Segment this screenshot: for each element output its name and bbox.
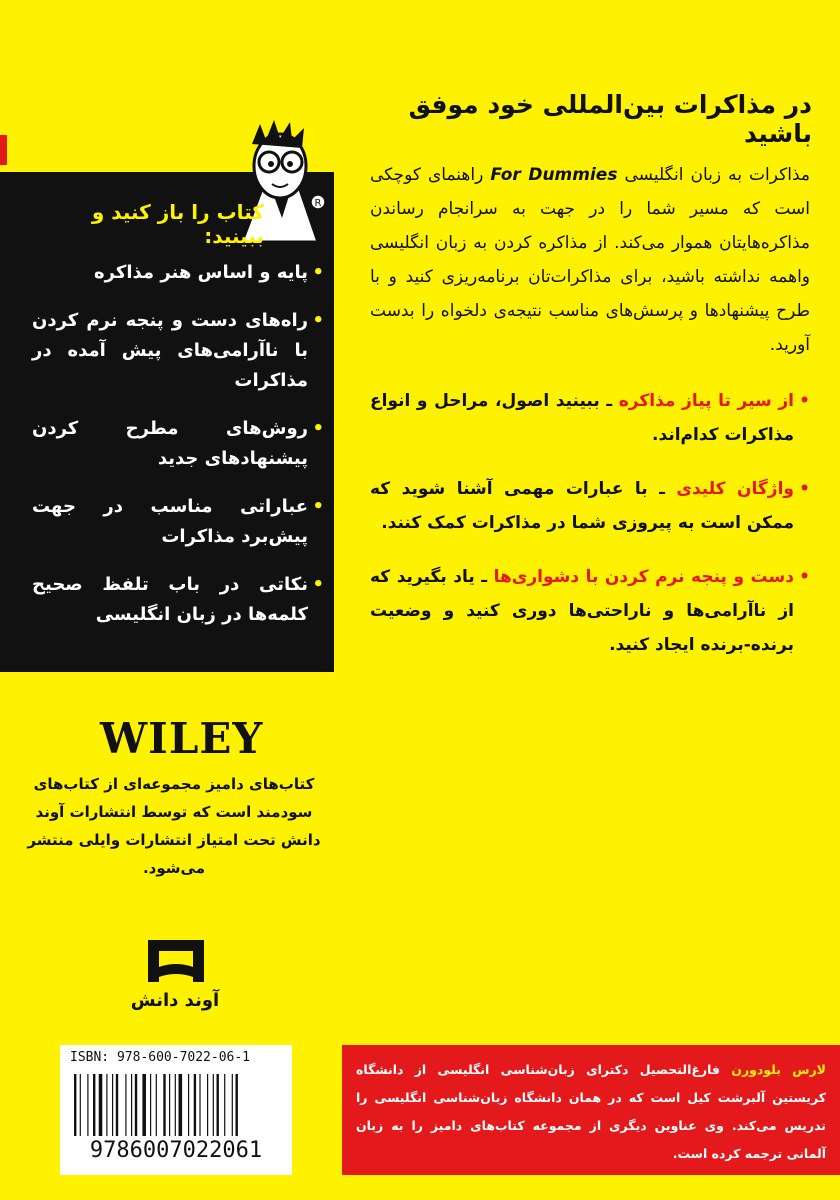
highlight-text: ـ با عبارات مهمی آشنا شوید که ممکن است به پیروزی شما در مذاکرات کمک کنند.: [370, 479, 794, 533]
intro-after: راهنمای کوچکی است که مسیر شما را در جهت به سرانجام رساندن مذاکره‌هایتان هموار می‌کند. از مذاکره کردن به زبان انگلیسی واهمه نداشته باشید، برای مذاکرات‌تان برنامه‌ریزی کنید و با طرح پیشنهادها و پرسش‌های مناسب نتیجه‌ی دلخواه را بدست آورید.: [370, 165, 810, 355]
svg-text:R: R: [314, 198, 322, 209]
isbn-label: ISBN: 978-600-7022-06-1: [70, 1050, 251, 1065]
highlight-term: واژگان کلیدی: [676, 479, 794, 499]
list-item: [370, 560, 810, 662]
box-feature-list: [32, 258, 324, 648]
page-title: در مذاکرات بین‌المللی خود موفق باشید: [408, 90, 812, 148]
list-item: • راه‌های دست و پنجه نرم کردن با ناآرامی‌های پیش آمده در مذاکرات: [32, 306, 324, 396]
wiley-logo: WILEY: [100, 714, 264, 763]
author-bio-text: فارغ‌التحصیل دکترای زبان‌شناسی انگلیسی از دانشگاه کریستین آلبرشت کیل است که در همان دانشگاه زبان‌شناسی انگلیسی را تدریس می‌کند. وی عناوین دیگری از مجموعه کتاب‌های دامیز را به زبان آلمانی ترجمه کرده است.: [356, 1062, 826, 1161]
list-item: [370, 472, 810, 540]
highlight-text: ـ ببینید اصول، مراحل و انواع مذاکرات کدام‌اند.: [370, 391, 794, 445]
intro-before: مذاکرات به زبان انگلیسی: [624, 165, 811, 185]
series-name: For Dummies: [490, 165, 618, 185]
list-item: • پایه و اساس هنر مذاکره: [32, 258, 324, 288]
list-item: • روش‌های مطرح کردن پیشنهادهای جدید: [32, 414, 324, 474]
author-name: لارس بلودورن: [731, 1062, 826, 1077]
publisher-name: آوند دانش: [130, 990, 220, 1011]
description-column: [370, 158, 810, 682]
barcode-number: 9786007022061: [89, 1138, 263, 1163]
barcode-bars-icon: [74, 1074, 280, 1148]
intro-paragraph: [370, 158, 810, 362]
book-logo-icon: [144, 936, 208, 986]
wiley-blurb: کتاب‌های دامیز مجموعه‌ای از کتاب‌های سودمند است که توسط انتشارات آوند دانش تحت امتیاز انتشارات وایلی منتشر می‌شود.: [27, 775, 321, 877]
author-bio: [356, 1056, 826, 1168]
list-item: [370, 384, 810, 452]
list-item: • نکاتی در باب تلفظ صحیح کلمه‌ها در زبان انگلیسی: [32, 570, 324, 630]
highlights-list: [370, 384, 810, 662]
red-edge-tab: [0, 135, 7, 165]
highlight-term: از سیر تا پیاز مذاکره: [618, 391, 794, 411]
highlight-text: ـ یاد بگیرید که از ناآرامی‌ها و ناراحتی‌ها دوری کنید و وضعیت برنده‑برنده ایجاد کنید.: [370, 567, 794, 655]
list-item: • عباراتی مناسب در جهت پیش‌برد مذاکرات: [32, 492, 324, 552]
highlight-term: دست و پنجه نرم کردن با دشواری‌ها: [493, 567, 794, 587]
box-heading: کتاب را باز کنید و ببینید:: [91, 200, 264, 248]
